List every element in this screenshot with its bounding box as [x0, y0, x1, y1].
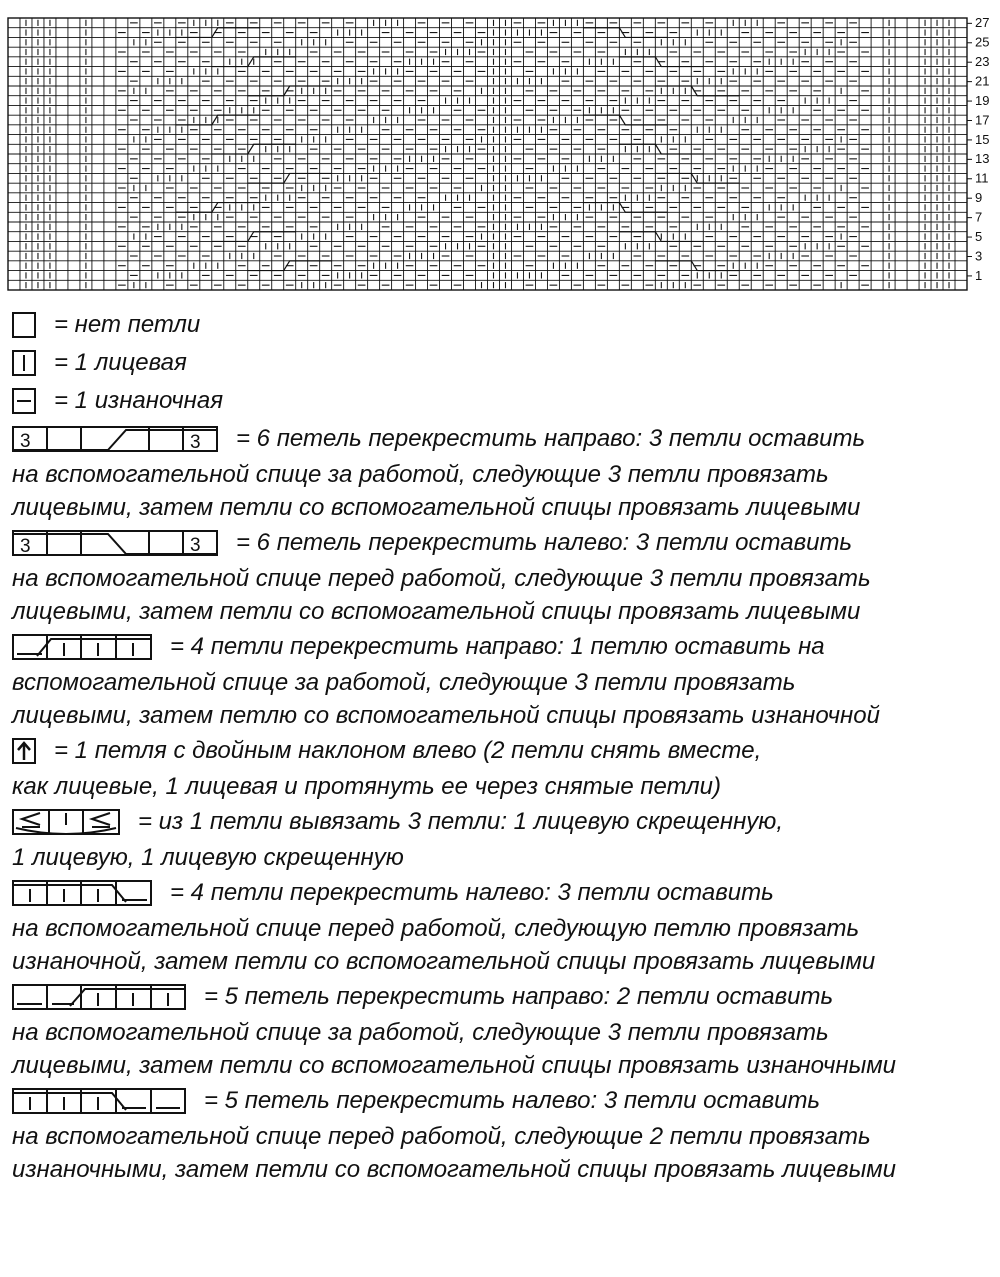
cross-count-label: 3 [190, 432, 201, 452]
purl-symbol [12, 388, 36, 414]
legend-item-cross-5-left [12, 1082, 996, 1186]
legend-desc-cross-6-right: = 6 петель перекрестить направо: 3 петли оставить [236, 425, 866, 452]
legend-cont-cross-4-right-2: лицевыми, затем петлю со вспомогательной спицы провязать изнаночной [12, 702, 880, 729]
legend-cont-cross-5-left-1: на вспомогательной спице перед работой, следующие 2 петли провязать [12, 1123, 871, 1150]
cross-4-left-symbol [12, 880, 152, 906]
legend-cont-cross-4-right-1: вспомогательной спице за работой, следующие 3 петли провязать [12, 669, 796, 696]
legend-item-knit [12, 344, 996, 382]
row-number-label: 13 [975, 151, 990, 167]
double-decrease-symbol [12, 738, 36, 764]
legend-item-increase [12, 803, 996, 874]
row-number-label: 3 [975, 248, 983, 264]
knit-symbol [12, 350, 36, 376]
legend-cont-cross-6-right-1: на вспомогательной спице за работой, следующие 3 петли провязать [12, 461, 829, 488]
legend-desc-cross-5-left: = 5 петель перекрестить налево: 3 петли оставить [204, 1087, 821, 1114]
legend-cont-cross-6-left-1: на вспомогательной спице перед работой, следующие 3 петли провязать [12, 565, 871, 592]
legend-item-cross-6-right [12, 420, 996, 524]
legend-desc-increase: = из 1 петли вывязать 3 петли: 1 лицевую скрещенную, [138, 808, 784, 835]
cross-6-right-symbol [12, 426, 218, 452]
legend-item-cross-4-left [12, 874, 996, 978]
legend-desc-cross-5-right: = 5 петель перекрестить направо: 2 петли оставить [204, 983, 834, 1010]
legend-cont-cross-4-left-2: изнаночной, затем петли со вспомогательной спицы провязать лицевыми [12, 948, 876, 975]
legend-desc-cross-4-right: = 4 петли перекрестить направо: 1 петлю оставить на [170, 633, 825, 660]
cross-5-right-symbol [12, 984, 186, 1010]
legend-cont-cross-4-left-1: на вспомогательной спице перед работой, следующую петлю провязать [12, 915, 860, 942]
cross-6-left-symbol [12, 530, 218, 556]
increase-1-to-3-symbol [12, 809, 120, 835]
knitting-chart [0, 0, 1000, 300]
legend-item-no-stitch [12, 306, 996, 344]
cross-count-label: 3 [190, 535, 201, 556]
legend-desc-double-decrease: = 1 петля с двойным наклоном влево (2 петли снять вместе, [54, 737, 762, 764]
row-number-label: 1 [975, 267, 983, 283]
row-number-label: 7 [975, 209, 983, 225]
legend-item-cross-6-left [12, 524, 996, 628]
legend-cont-double-decrease-1: как лицевые, 1 лицевая и протянуть ее через снятые петли) [12, 773, 721, 800]
legend-item-purl [12, 382, 996, 420]
legend-desc-cross-6-left: = 6 петель перекрестить налево: 3 петли оставить [236, 529, 853, 556]
cross-count-label: 3 [20, 431, 31, 452]
legend-desc-knit: = 1 лицевая [54, 349, 187, 376]
cross-5-left-symbol [12, 1088, 186, 1114]
row-number-label: 17 [975, 112, 990, 128]
cross-count-label: 3 [20, 536, 31, 556]
row-number-label: 9 [975, 190, 983, 206]
row-number-label: 25 [975, 34, 990, 50]
legend-cont-increase-1: 1 лицевую, 1 лицевую скрещенную [12, 844, 404, 871]
legend-cont-cross-6-left-2: лицевыми, затем петли со вспомогательной спицы провязать лицевыми [12, 598, 861, 625]
legend-cont-cross-5-left-2: изнаночными, затем петли со вспомогательной спицы провязать лицевыми [12, 1156, 897, 1183]
row-number-label: 23 [975, 54, 990, 70]
legend-cont-cross-6-right-2: лицевыми, затем петли со вспомогательной спицы провязать лицевыми [12, 494, 861, 521]
legend-cont-cross-5-right-1: на вспомогательной спице за работой, следующие 3 петли провязать [12, 1019, 829, 1046]
legend-cont-cross-5-right-2: лицевыми, затем петли со вспомогательной спицы провязать изнаночными [12, 1052, 897, 1079]
row-number-label: 15 [975, 131, 990, 147]
row-number-label: 19 [975, 92, 990, 108]
legend-item-double-decrease [12, 732, 996, 803]
row-number-label: 27 [975, 15, 990, 31]
row-number-label: 11 [975, 170, 989, 186]
legend-item-cross-5-right [12, 978, 996, 1082]
no-stitch-symbol [12, 312, 36, 338]
cross-4-right-symbol [12, 634, 152, 660]
legend [12, 306, 996, 1186]
legend-desc-purl: = 1 изнаночная [54, 387, 224, 414]
legend-desc-no-stitch: = нет петли [54, 311, 201, 338]
legend-desc-cross-4-left: = 4 петли перекрестить налево: 3 петли оставить [170, 879, 774, 906]
row-number-label: 5 [975, 228, 983, 244]
row-number-label: 21 [975, 73, 990, 89]
legend-item-cross-4-right [12, 628, 996, 732]
